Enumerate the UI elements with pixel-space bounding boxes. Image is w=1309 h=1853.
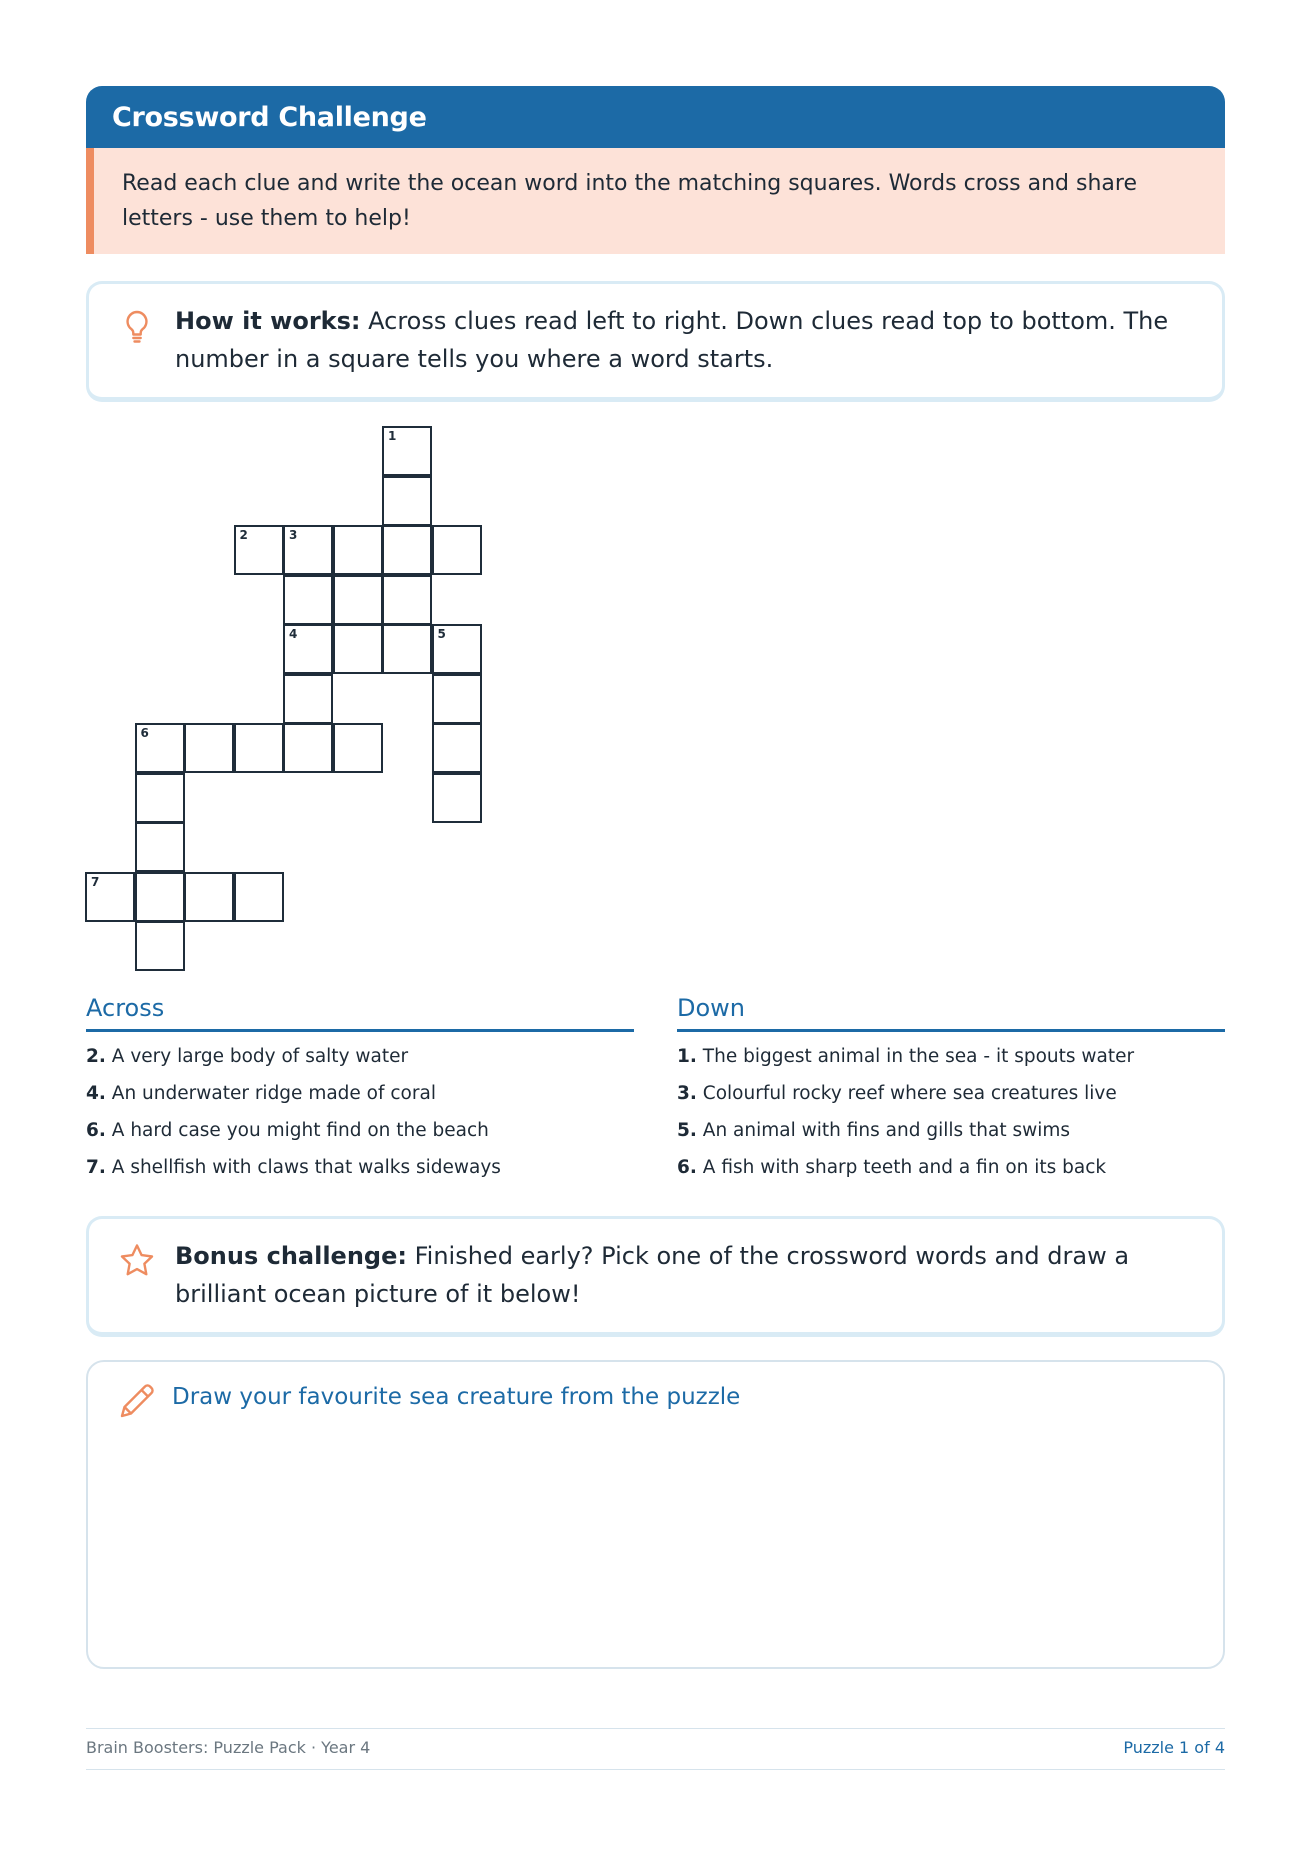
- page-title: Crossword Challenge: [112, 101, 427, 133]
- down-clue-6: 6. A fish with sharp teeth and a fin on its back: [677, 1157, 1107, 1178]
- footer-divider-top: [86, 1728, 1225, 1729]
- crossword-cell[interactable]: [135, 723, 185, 773]
- crossword-cell[interactable]: [135, 822, 185, 872]
- crossword-cell[interactable]: [432, 723, 482, 773]
- crossword-cell[interactable]: [382, 624, 432, 674]
- bonus-text: Finished early? Pick one of the crossword words and draw a brilliant ocean picture of it below!: [175, 1242, 1130, 1308]
- clue-number: 3: [289, 528, 298, 542]
- crossword-cell[interactable]: [184, 872, 234, 922]
- tip-text: Across clues read left to right. Down clues read top to bottom. The number in a square tells you where a word starts.: [175, 307, 1169, 373]
- crossword-cell[interactable]: [432, 525, 482, 575]
- across-clue-2: 2. A very large body of salty water: [86, 1046, 409, 1067]
- crossword-cell[interactable]: [234, 872, 284, 922]
- crossword-grid: [86, 427, 486, 977]
- down-clue-5: 5. An animal with fins and gills that swims: [677, 1120, 1071, 1141]
- clue-number: 2: [239, 528, 248, 542]
- crossword-cell[interactable]: [234, 723, 284, 773]
- intro-banner: [86, 148, 1225, 254]
- crossword-cell[interactable]: [283, 525, 333, 575]
- crossword-cell[interactable]: [333, 624, 383, 674]
- crossword-cell[interactable]: [283, 723, 333, 773]
- crossword-cell[interactable]: [382, 426, 432, 476]
- across-clues: [86, 993, 634, 1186]
- crossword-cell[interactable]: [333, 575, 383, 625]
- crossword-cell[interactable]: [382, 525, 432, 575]
- across-clue-6: 6. A hard case you might find on the beach: [86, 1120, 489, 1141]
- crossword-cell[interactable]: [432, 773, 482, 823]
- down-clue-1: 1. The biggest animal in the sea - it spouts water: [677, 1046, 1135, 1067]
- pencil-icon: [116, 1380, 158, 1422]
- clue-number: 5: [437, 627, 446, 641]
- drawing-prompt: Draw your favourite sea creature from the puzzle: [172, 1384, 741, 1410]
- down-clues: [677, 993, 1225, 1186]
- how-it-works-callout: [86, 281, 1225, 402]
- footer-page: Puzzle 1 of 4: [1123, 1738, 1225, 1757]
- across-clue-4: 4. An underwater ridge made of coral: [86, 1083, 436, 1104]
- crossword-cell[interactable]: [85, 872, 135, 922]
- down-clue-3: 3. Colourful rocky reef where sea creatures live: [677, 1083, 1117, 1104]
- footer-series: Brain Boosters: Puzzle Pack · Year 4: [86, 1738, 371, 1757]
- down-heading: Down: [677, 993, 1225, 1032]
- crossword-cell[interactable]: [283, 575, 333, 625]
- crossword-cell[interactable]: [135, 921, 185, 971]
- crossword-cell[interactable]: [432, 674, 482, 724]
- lightbulb-icon: [117, 306, 157, 346]
- crossword-cell[interactable]: [333, 723, 383, 773]
- clue-number: 7: [91, 874, 100, 889]
- crossword-cell[interactable]: [333, 525, 383, 575]
- crossword-cell[interactable]: [382, 575, 432, 625]
- drawing-area[interactable]: [86, 1360, 1225, 1669]
- crossword-cell[interactable]: [283, 674, 333, 724]
- footer-divider-bottom: [86, 1769, 1225, 1770]
- bonus-label: Bonus challenge:: [175, 1242, 407, 1270]
- crossword-cell[interactable]: [283, 624, 333, 674]
- bonus-callout: [86, 1216, 1225, 1337]
- tip-label: How it works:: [175, 307, 361, 335]
- crossword-cell[interactable]: [135, 773, 185, 823]
- crossword-cell[interactable]: [135, 872, 185, 922]
- clue-number: 6: [140, 726, 149, 740]
- clue-number: 1: [388, 429, 397, 443]
- intro-text: Read each clue and write the ocean word into the matching squares. Words cross and share letters - use them to help!: [122, 171, 1137, 231]
- across-clue-7: 7. A shellfish with claws that walks sideways: [86, 1157, 501, 1178]
- crossword-cell[interactable]: [184, 723, 234, 773]
- crossword-cell[interactable]: [234, 525, 284, 575]
- across-heading: Across: [86, 993, 634, 1032]
- crossword-cell[interactable]: [382, 476, 432, 526]
- star-icon: [117, 1241, 157, 1281]
- clue-number: 4: [289, 627, 298, 641]
- title-bar: [86, 86, 1225, 148]
- crossword-cell[interactable]: [432, 624, 482, 674]
